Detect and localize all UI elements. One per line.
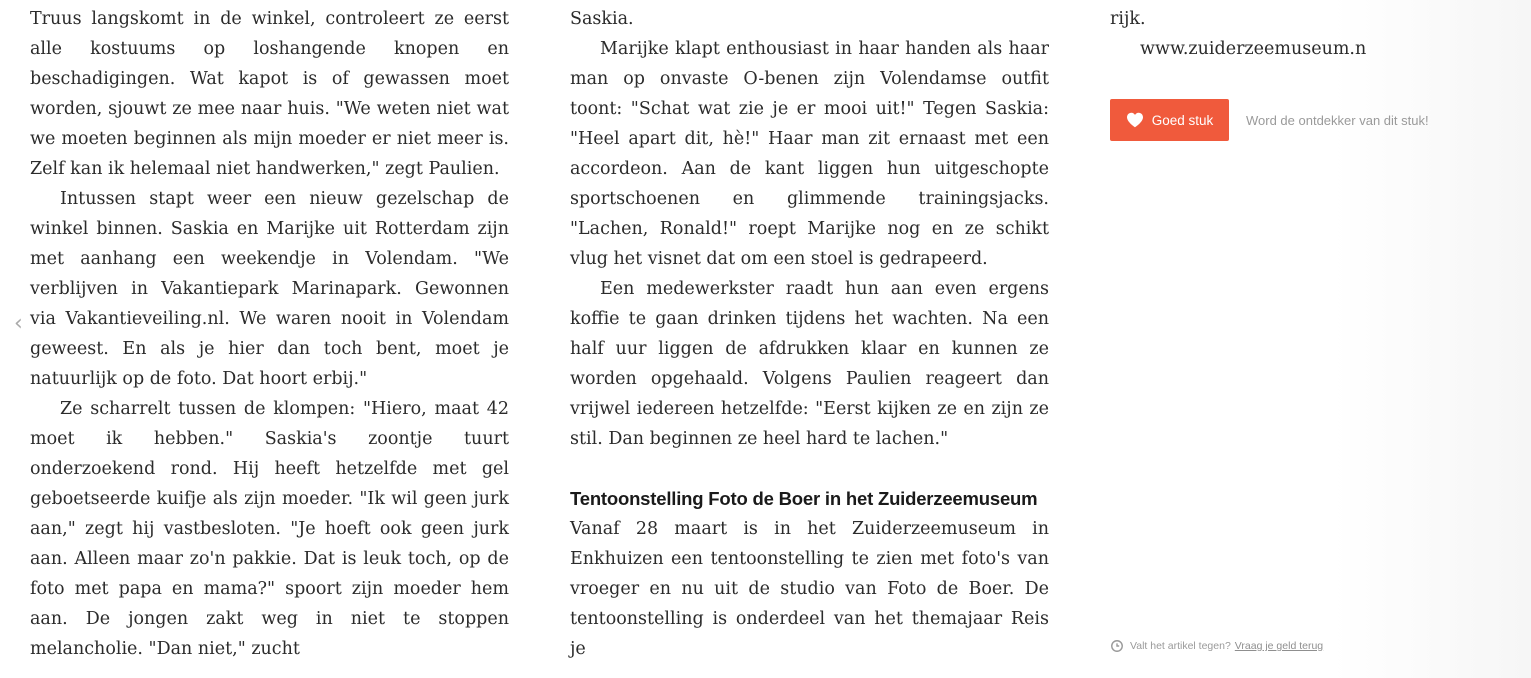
refund-link[interactable]: Vraag je geld terug	[1234, 640, 1324, 652]
heart-icon	[1126, 112, 1144, 128]
article-paragraph: Marijke klapt enthousiast in haar handen als haar man op onvaste O-benen zijn Volendamse outfit toont: "Schat wat zie je er mooi uit!" Tegen Saskia: "Heel apart dit, hè!" Haar man zit ernaast met een accordeon. Aan de kant liggen hun uitgeschopte sportschoenen en glimmende trainingsjacks. "Lachen, Ronald!" roept Marijke nog en ze schikt vlug het visnet dat om een stoel is gedrapeerd.	[570, 39, 1049, 269]
discover-text: Word de ontdekker van dit stuk!	[1246, 112, 1429, 128]
article-paragraph: Ze scharrelt tussen de klompen: "Hiero, maat 42 moet ik hebben." Saskia's zoontje tuurt onderzoekend rond. Hij heeft hetzelfde met gel geboetseerde kuifje als zijn moeder. "Ik wil geen jurk aan," zegt hij vastbesloten. "Je hoeft ook geen jurk aan. Alleen maar zo'n pakkie. Dat is leuk toch, op de foto met papa en mama?" spoort zijn moeder hem aan. De jongen zakt weg in niet te stoppen melancholie. "Dan niet," zucht	[30, 399, 509, 659]
article-subheading: Tentoonstelling Foto de Boer in het Zuiderzeemuseum	[570, 488, 1038, 509]
article-paragraph: Intussen stapt weer een nieuw gezelschap de winkel binnen. Saskia en Marijke uit Rotterdam zijn met aanhang een weekendje in Volendam. "We verblijven in Vakantiepark Marinapark. Gewonnen via Vakantieveiling.nl. We waren nooit in Volendam geweest. En als je hier dan toch bent, moet je natuurlijk op de foto. Dat hoort erbij."	[30, 189, 509, 389]
article-column-1	[30, 4, 509, 664]
refund-notice	[1110, 639, 1323, 653]
like-button-label: Goed stuk	[1151, 112, 1214, 128]
article-paragraph: rijk.	[1110, 9, 1146, 29]
article-column-3	[1110, 4, 1440, 64]
article-column-2	[570, 4, 1049, 664]
article-paragraph: Vanaf 28 maart is in het Zuiderzeemuseum in Enkhuizen een tentoonstelling te zien met foto's van vroeger en nu uit de studio van Foto de Boer. De tentoonstelling is onderdeel van het themajaar Reis je	[570, 519, 1049, 659]
refund-icon	[1110, 639, 1124, 653]
museum-url: www.zuiderzeemuseum.n	[1140, 39, 1367, 59]
article-paragraph: Saskia.	[570, 9, 634, 29]
article-paragraph: Een medewerkster raadt hun aan even ergens koffie te gaan drinken tijdens het wachten. Na een half uur liggen de afdrukken klaar en kunnen ze worden opgehaald. Volgens Paulien reageert dan vrijwel iedereen hetzelfde: "Eerst kijken ze en zijn ze stil. Dan beginnen ze heel hard te lachen."	[570, 279, 1049, 449]
article-paragraph: Truus langskomt in de winkel, controleert ze eerst alle kostuums op loshangende knopen en beschadigingen. Wat kapot is of gewassen moet worden, sjouwt ze mee naar huis. "We weten niet wat we moeten beginnen als mijn moeder er niet meer is. Zelf kan ik helemaal niet handwerken," zegt Paulien.	[30, 9, 509, 179]
refund-question: Valt het artikel tegen?	[1130, 640, 1231, 652]
like-section	[1110, 99, 1429, 141]
chevron-left-icon: ‹	[14, 311, 23, 336]
like-button[interactable]	[1110, 99, 1229, 141]
